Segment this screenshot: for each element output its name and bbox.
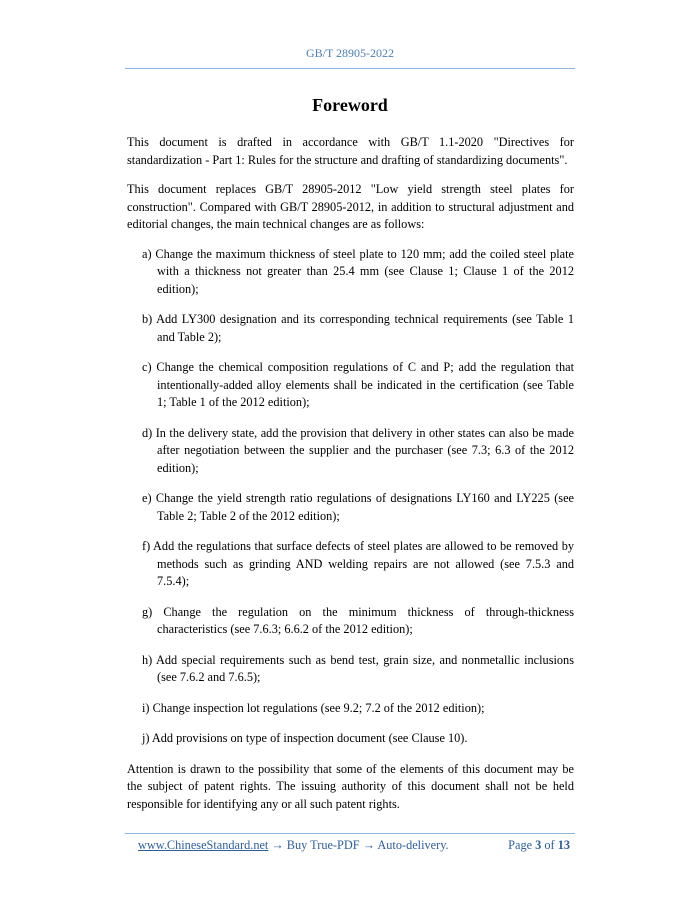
arrow-icon: → xyxy=(362,838,375,852)
page-title: Foreword xyxy=(312,95,388,115)
change-item-h: h) Add special requirements such as bend test, grain size, and nonmetallic inclusions (see 7.6.2 and 7.6.5); xyxy=(142,652,574,684)
current-page-number: 3 xyxy=(535,838,542,852)
footer-rule xyxy=(125,833,575,834)
change-item-f: f) Add the regulations that surface defects of steel plates are allowed to be removed by methods such as grinding AND welding repairs are not allowed (see 7.5.3 and 7.5.4); xyxy=(142,539,574,588)
arrow-icon: → xyxy=(271,838,284,852)
auto-delivery-text: Auto-delivery. xyxy=(377,838,449,852)
change-item-i: i) Change inspection lot regulations (see 9.2; 7.2 of the 2012 edition); xyxy=(142,700,485,715)
replacement-paragraph: This document replaces GB/T 28905-2012 "Low yield strength steel plates for construction". Compared with GB/T 28905-2012, in addition to structural adjustment and editorial changes, the main technical changes are as follows: xyxy=(127,182,574,231)
website-link[interactable]: www.ChineseStandard.net xyxy=(138,838,269,852)
change-item-a: a) Change the maximum thickness of steel plate to 120 mm; add the coiled steel plate with a thickness not greater than 25.4 mm (see Clause 1; Clause 1 of the 2012 edition); xyxy=(142,246,574,296)
buy-pdf-link[interactable]: Buy True-PDF xyxy=(286,838,360,852)
change-item-j: j) Add provisions on type of inspection document (see Clause 10). xyxy=(142,731,468,745)
change-item-g: g) Change the regulation on the minimum thickness of through-thickness characteristics (see 7.6.3; 6.6.2 of the 2012 edition); xyxy=(142,604,574,636)
page-footer xyxy=(138,838,570,853)
change-item-b: b) Add LY300 designation and its corresponding technical requirements (see Table 1 and Table 2); xyxy=(142,312,574,344)
page-label: Page xyxy=(508,838,533,852)
change-item-d: d) In the delivery state, add the provision that delivery in other states can also be made after negotiation between the supplier and the purchaser (see 7.3; 6.3 of the 2012 edition); xyxy=(142,425,574,475)
change-item-c: c) Change the chemical composition regulations of C and P; add the regulation that intentionally-added alloy elements shall be indicated in the certification (see Table 1; Table 1 of the 2012 edition); xyxy=(142,360,574,409)
document-code-header: GB/T 28905-2022 xyxy=(305,46,395,60)
patent-notice-paragraph: Attention is drawn to the possibility that some of the elements of this document may be the subject of patent rights. The issuing authority of this document shall not be held responsible for identifying any or all such patent rights. xyxy=(127,761,574,811)
intro-paragraph: This document is drafted in accordance with GB/T 1.1-2020 "Directives for standardization - Part 1: Rules for the structure and drafting of standardizing documents". xyxy=(127,135,574,167)
header-rule xyxy=(125,68,575,69)
page-indicator xyxy=(508,838,570,853)
change-item-e: e) Change the yield strength ratio regulations of designations LY160 and LY225 (see Table 2; Table 2 of the 2012 edition); xyxy=(142,491,574,523)
of-label: of xyxy=(544,838,555,852)
total-page-number: 13 xyxy=(557,838,570,852)
document-body xyxy=(127,134,574,825)
